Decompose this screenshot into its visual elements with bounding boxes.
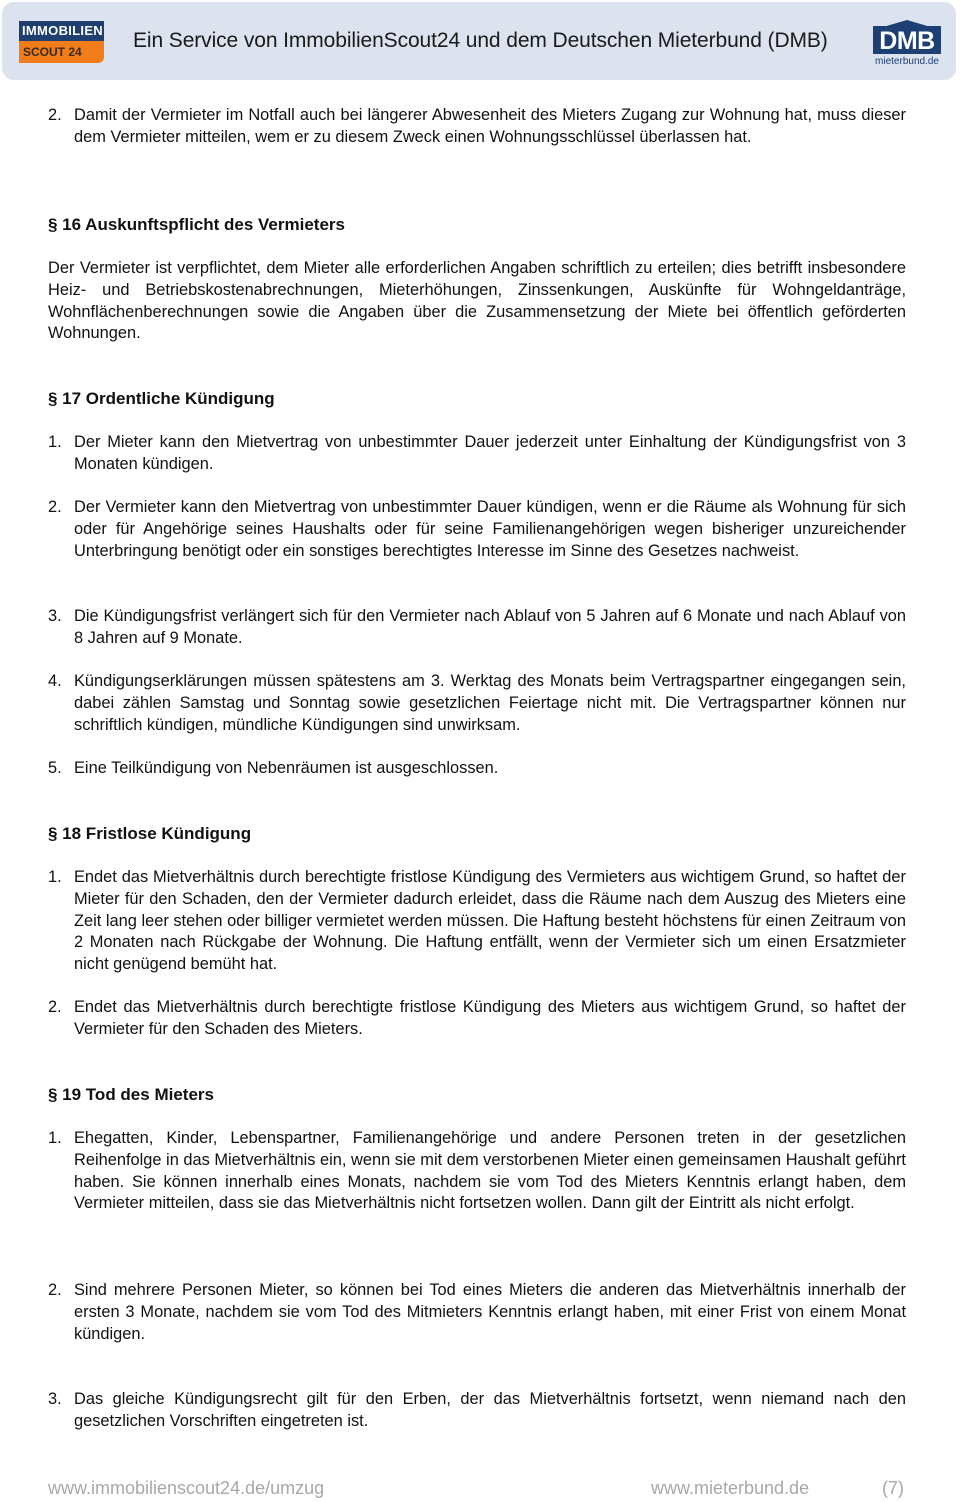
item-number: 3. xyxy=(48,607,62,625)
list-item xyxy=(48,1128,906,1215)
item-number: 2. xyxy=(48,1281,62,1299)
section-heading-16: § 16 Auskunftspflicht des Vermieters xyxy=(48,215,345,234)
item-number: 2. xyxy=(48,498,62,516)
item-text: Eine Teilkündigung von Nebenräumen ist ausgeschlossen. xyxy=(74,759,499,777)
list-item xyxy=(48,105,906,149)
list-item xyxy=(48,997,906,1041)
list-item xyxy=(48,671,906,736)
section-16-paragraph: Der Vermieter ist verpflichtet, dem Mieter alle erforderlichen Angaben schriftlich zu erteilen; dies betrifft insbesondere Heiz- und Betriebskostenabrechnungen, Mieterhöhungen, Zinssenkungen, Auskünfte für Wohngeldanträge, Wohnflächenberechnungen sowie die Angaben über die Zusammensetzung der Miete bei öffentlich geförderten Wohnungen. xyxy=(48,259,906,343)
section-heading-17: § 17 Ordentliche Kündigung xyxy=(48,389,275,408)
header-title: Ein Service von ImmobilienScout24 und dem Deutschen Mieterbund (DMB) xyxy=(133,29,828,52)
item-text: Das gleiche Kündigungsrecht gilt für den Erben, der das Mietverhältnis fortsetzt, wenn niemand nach den gesetzlichen Vorschriften eingetreten ist. xyxy=(74,1390,906,1430)
item-number: 2. xyxy=(48,106,62,124)
list-item xyxy=(48,606,906,650)
page-header xyxy=(2,2,956,80)
list-item xyxy=(48,1280,906,1345)
dmb-logo xyxy=(870,20,944,68)
item-number: 1. xyxy=(48,1129,62,1147)
list-item xyxy=(48,497,906,562)
section-heading-19: § 19 Tod des Mieters xyxy=(48,1085,214,1104)
item-number: 5. xyxy=(48,759,62,777)
footer-link-mieterbund[interactable]: www.mieterbund.de xyxy=(651,1478,810,1498)
list-item xyxy=(48,432,906,476)
immobilienscout24-logo xyxy=(19,21,104,63)
logo-line-1: IMMOBILIEN xyxy=(19,21,104,41)
item-number: 3. xyxy=(48,1390,62,1408)
item-number: 2. xyxy=(48,998,62,1016)
item-text: Der Mieter kann den Mietvertrag von unbestimmter Dauer jederzeit unter Einhaltung der Kündigungsfrist von 3 Monaten kündigen. xyxy=(74,433,906,473)
item-text: Die Kündigungsfrist verlängert sich für den Vermieter nach Ablauf von 5 Jahren auf 6 Monate und nach Ablauf von 8 Jahren auf 9 Monate. xyxy=(74,607,906,647)
footer-link-immobilienscout24[interactable]: www.immobilienscout24.de/umzug xyxy=(48,1478,325,1498)
item-text: Ehegatten, Kinder, Lebenspartner, Familienangehörige und andere Personen treten in der gesetzlichen Reihenfolge in das Mietverhältnis ein, wenn sie mit dem verstorbenen Mieter einen gemeinsamen Haushalt geführt haben. Sie können innerhalb eines Monats, nachdem sie vom Tod des Mieters Kenntnis erlangt haben, dem Vermieter mitteilen, dass sie das Mietverhältnis nicht fortsetzen wollen. Dann gilt der Eintritt als nicht erfolgt. xyxy=(74,1129,906,1213)
list-item xyxy=(48,1389,906,1433)
item-text: Der Vermieter kann den Mietvertrag von unbestimmter Dauer kündigen, wenn er die Räume als Wohnung für sich oder für Angehörige seines Haushalts oder für seine Familienangehörigen wegen bisheriger unzureichender Unterbringung benötigt oder ein sonstiges berechtigtes Interesse im Sinne des Gesetzes nachweist. xyxy=(74,498,906,560)
item-text: Damit der Vermieter im Notfall auch bei längerer Abwesenheit des Mieters Zugang zur Wohnung hat, muss dieser dem Vermieter mitteilen, wem er zu diesem Zweck einen Wohnungsschlüssel überlassen hat. xyxy=(74,106,906,146)
item-text: Endet das Mietverhältnis durch berechtigte fristlose Kündigung des Mieters aus wichtigem Grund, so haftet der Vermieter für den Schaden des Mieters. xyxy=(74,998,906,1038)
list-item xyxy=(48,758,906,780)
logo-line-2: SCOUT 24 xyxy=(19,41,104,63)
item-text: Kündigungserklärungen müssen spätestens am 3. Werktag des Monats beim Vertragspartner eingegangen sein, dabei zählen Samstag und Sonntag sowie gesetzlichen Feiertage nicht mit. Die Vertragspartner können nur schriftlich kündigen, mündliche Kündigungen sind unwirksam. xyxy=(74,672,906,734)
item-text: Sind mehrere Personen Mieter, so können bei Tod eines Mieters die anderen das Mietverhältnis innerhalb der ersten 3 Monate, nachdem sie vom Tod des Mitmieters Kenntnis erlangt haben, mit einer Frist von einem Monat kündigen. xyxy=(74,1281,906,1343)
item-number: 1. xyxy=(48,433,62,451)
list-item xyxy=(48,867,906,976)
section-heading-18: § 18 Fristlose Kündigung xyxy=(48,824,252,843)
dmb-domain: mieterbund.de xyxy=(875,56,939,67)
page-number: (7) xyxy=(882,1478,904,1498)
item-number: 4. xyxy=(48,672,62,690)
item-number: 1. xyxy=(48,868,62,886)
dmb-mark: DMB xyxy=(873,26,941,54)
item-text: Endet das Mietverhältnis durch berechtigte fristlose Kündigung des Vermieters aus wichtigem Grund, so haftet der Mieter für den Schaden, den der Vermieter dadurch erleidet, dass die Räume nach dem Auszug des Mieters eine Zeit lang leer stehen oder billiger vermietet werden müssen. Die Haftung besteht höchstens für einen Zeitraum von 2 Monaten nach Rückgabe der Wohnung. Die Haftung entfällt, wenn der Vermieter sich um einen Ersatzmieter nicht genügend bemüht hat. xyxy=(74,868,906,974)
